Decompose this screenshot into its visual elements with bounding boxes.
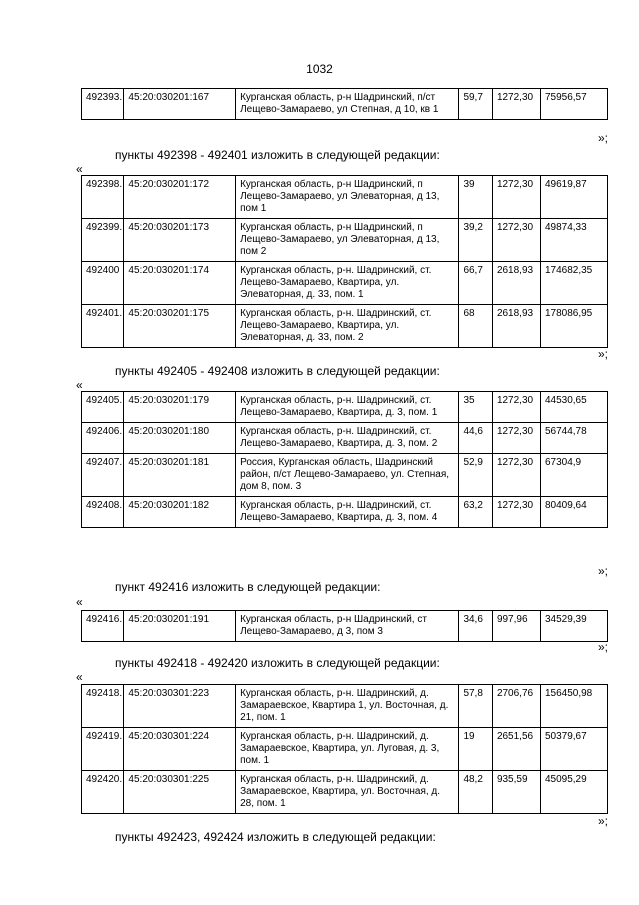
cadastral-number-cell: 45:20:030201:172 (124, 176, 236, 219)
cadastral-number-cell: 45:20:030201:167 (124, 89, 236, 120)
address-cell: Курганская область, р-н. Шадринский, д. Замараевское, Квартира, ул. Луговая, д. 3, пом. 1 (236, 728, 459, 771)
area-cell: 44,6 (459, 423, 493, 454)
address-cell: Россия, Курганская область, Шадринский район, п/ст Лещево-Замараево, ул. Степная, дом 8, пом. 3 (236, 454, 459, 497)
cadastral-number-cell: 45:20:030201:179 (124, 392, 236, 423)
value-cell: 49619,87 (540, 176, 607, 219)
rate-cell: 2651,56 (492, 728, 540, 771)
value-cell: 178086,95 (540, 305, 607, 348)
area-cell: 35 (459, 392, 493, 423)
rate-cell: 1272,30 (492, 392, 540, 423)
table-row (82, 454, 608, 497)
cadastral-number-cell: 45:20:030301:225 (124, 771, 236, 814)
property-table (81, 610, 608, 642)
rate-cell: 1272,30 (492, 219, 540, 262)
cadastral-number-cell: 45:20:030201:174 (124, 262, 236, 305)
opening-quote: « (76, 162, 83, 176)
area-cell: 68 (459, 305, 493, 348)
section-title: пункты 492423, 492424 изложить в следующей редакции: (115, 830, 436, 844)
address-cell: Курганская область, р-н Шадринский, п/ст Лещево-Замараево, ул Степная, д 10, кв 1 (236, 89, 459, 120)
area-cell: 48,2 (459, 771, 493, 814)
rate-cell: 1272,30 (492, 176, 540, 219)
closing-quote: »; (597, 814, 608, 828)
cadastral-number-cell: 45:20:030201:175 (124, 305, 236, 348)
row-number-cell: 492419. (82, 728, 124, 771)
opening-quote: « (76, 670, 83, 684)
rate-cell: 1272,30 (492, 454, 540, 497)
address-cell: Курганская область, р-н. Шадринский, ст. Лещево-Замараево, Квартира, д. 3, пом. 2 (236, 423, 459, 454)
address-cell: Курганская область, р-н. Шадринский, ст. Лещево-Замараево, Квартира, д. 3, пом. 4 (236, 497, 459, 528)
address-cell: Курганская область, р-н. Шадринский, ст. Лещево-Замараево, Квартира, д. 3, пом. 1 (236, 392, 459, 423)
cadastral-number-cell: 45:20:030201:191 (124, 611, 236, 642)
address-cell: Курганская область, р-н. Шадринский, д. Замараевское, Квартира 1, ул. Восточная, д. 21, пом. 1 (236, 685, 459, 728)
rate-cell: 2618,93 (492, 262, 540, 305)
value-cell: 75956,57 (540, 89, 607, 120)
value-cell: 44530,65 (540, 392, 607, 423)
table-row (82, 611, 608, 642)
area-cell: 63,2 (459, 497, 493, 528)
cadastral-number-cell: 45:20:030301:223 (124, 685, 236, 728)
row-number-cell: 492406. (82, 423, 124, 454)
value-cell: 49874,33 (540, 219, 607, 262)
row-number-cell: 492407. (82, 454, 124, 497)
table-row (82, 305, 608, 348)
property-table (81, 684, 608, 814)
closing-quote: »; (597, 131, 608, 145)
table-row (82, 497, 608, 528)
row-number-cell: 492393. (82, 89, 124, 120)
value-cell: 80409,64 (540, 497, 607, 528)
table-row (82, 176, 608, 219)
row-number-cell: 492399. (82, 219, 124, 262)
table-row (82, 423, 608, 454)
table-row (82, 771, 608, 814)
address-cell: Курганская область, р-н Шадринский, п Лещево-Замараево, ул Элеваторная, д 13, пом 2 (236, 219, 459, 262)
value-cell: 156450,98 (540, 685, 607, 728)
area-cell: 34,6 (459, 611, 493, 642)
row-number-cell: 492400 (82, 262, 124, 305)
value-cell: 67304,9 (540, 454, 607, 497)
table-row (82, 262, 608, 305)
row-number-cell: 492398. (82, 176, 124, 219)
closing-quote: »; (597, 347, 608, 361)
table-row (82, 219, 608, 262)
table-row (82, 685, 608, 728)
row-number-cell: 492401. (82, 305, 124, 348)
cadastral-number-cell: 45:20:030201:182 (124, 497, 236, 528)
address-cell: Курганская область, р-н Шадринский, ст Лещево-Замараево, д 3, пом 3 (236, 611, 459, 642)
row-number-cell: 492420. (82, 771, 124, 814)
area-cell: 52,9 (459, 454, 493, 497)
opening-quote: « (76, 595, 83, 609)
address-cell: Курганская область, р-н. Шадринский, ст. Лещево-Замараево, Квартира, ул. Элеваторная, д. 33, пом. 1 (236, 262, 459, 305)
address-cell: Курганская область, р-н Шадринский, п Лещево-Замараево, ул Элеваторная, д 13, пом 1 (236, 176, 459, 219)
row-number-cell: 492408. (82, 497, 124, 528)
area-cell: 57,8 (459, 685, 493, 728)
section-title: пункт 492416 изложить в следующей редакции: (115, 580, 381, 594)
rate-cell: 2706,76 (492, 685, 540, 728)
row-number-cell: 492418. (82, 685, 124, 728)
property-table (81, 391, 608, 528)
table-row (82, 89, 608, 120)
value-cell: 56744,78 (540, 423, 607, 454)
cadastral-number-cell: 45:20:030201:180 (124, 423, 236, 454)
area-cell: 59,7 (459, 89, 493, 120)
section-title: пункты 492405 - 492408 изложить в следующей редакции: (115, 364, 440, 378)
property-table (81, 88, 608, 120)
row-number-cell: 492416. (82, 611, 124, 642)
area-cell: 66,7 (459, 262, 493, 305)
cadastral-number-cell: 45:20:030201:181 (124, 454, 236, 497)
closing-quote: »; (597, 640, 608, 654)
rate-cell: 935,59 (492, 771, 540, 814)
rate-cell: 997,96 (492, 611, 540, 642)
rate-cell: 1272,30 (492, 497, 540, 528)
table-row (82, 728, 608, 771)
value-cell: 45095,29 (540, 771, 607, 814)
page-number: 1032 (306, 62, 333, 76)
value-cell: 174682,35 (540, 262, 607, 305)
table-row (82, 392, 608, 423)
row-number-cell: 492405. (82, 392, 124, 423)
property-table (81, 175, 608, 348)
value-cell: 50379,67 (540, 728, 607, 771)
area-cell: 39,2 (459, 219, 493, 262)
cadastral-number-cell: 45:20:030201:173 (124, 219, 236, 262)
address-cell: Курганская область, р-н. Шадринский, ст. Лещево-Замараево, Квартира, ул. Элеваторная, д. 33, пом. 2 (236, 305, 459, 348)
area-cell: 19 (459, 728, 493, 771)
rate-cell: 1272,30 (492, 423, 540, 454)
section-title: пункты 492418 - 492420 изложить в следующей редакции: (115, 656, 440, 670)
cadastral-number-cell: 45:20:030301:224 (124, 728, 236, 771)
value-cell: 34529,39 (540, 611, 607, 642)
rate-cell: 2618,93 (492, 305, 540, 348)
opening-quote: « (76, 378, 83, 392)
area-cell: 39 (459, 176, 493, 219)
section-title: пункты 492398 - 492401 изложить в следующей редакции: (115, 148, 440, 162)
closing-quote: »; (597, 564, 608, 578)
rate-cell: 1272,30 (492, 89, 540, 120)
address-cell: Курганская область, р-н. Шадринский, д. Замараевское, Квартира, ул. Восточная, д. 28, пом. 1 (236, 771, 459, 814)
